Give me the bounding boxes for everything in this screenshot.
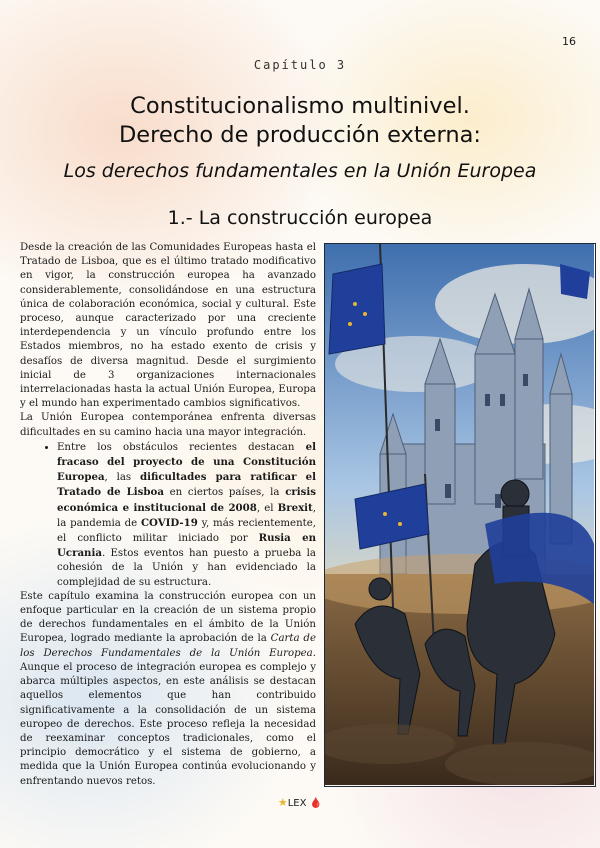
title-line-1: Constitucionalismo multinivel.	[130, 93, 470, 119]
bold-run: Rusia en Ucrania	[57, 532, 316, 560]
bold-run: COVID-19	[140, 516, 198, 529]
title-line-2: Derecho de producción externa:	[118, 122, 482, 148]
text-run: en ciertos países, la	[163, 487, 286, 499]
logo-text: LEX	[287, 798, 307, 809]
page-number: 16	[562, 35, 576, 48]
bold-run: Brexit	[277, 501, 313, 514]
text-run: y, más recientemente, el conflicto militar iniciado por	[57, 517, 316, 545]
section-heading: 1.- La construcción europea	[167, 207, 433, 229]
paragraph-intro: Desde la creación de las Comunidades Europeas hasta el Tratado de Lisboa, que es el último tratado modificativo en vigor, la construcción europea ha avanzado considerablemente, consolidándose en una estructura única de colaboración económica, social y cultural. Este proceso, aunque caracterizado por una creciente interdependencia y un vínculo profundo entre los Estados miembros, no ha estado exento de crisis y desafíos de diversa magnitud. Desde el surgimiento inicial de 3 organizaciones internacionales interrelacionadas hasta la actual Unión Europea, Europa y el mundo han experimentado cambios significativos.	[20, 242, 316, 410]
footer-logo	[0, 796, 600, 809]
chapter-label: Capítulo 3	[253, 58, 347, 72]
bold-run: dificultades para ratificar el Tratado de Lisboa	[57, 471, 316, 499]
text-run: . Aunque el proceso de integración europea es complejo y abarca múltiples aspectos, en este análisis se destacan aquellos elementos que han contribuido significativamente a la consolidación de un sistema europeo de derechos. Este proceso refleja la necesidad de reexaminar conceptos tradicionales, como el principio democrático y el sistema de gobierno, a medida que la Unión Europea continúa evolucionando y enfrentando nuevos retos.	[20, 647, 316, 787]
blood-drop-icon: 🩸	[309, 798, 323, 809]
text-run: Este capítulo examina la construcción europea con un enfoque particular en la creación de un sistema propio de derechos fundamentales en el ámbito de la Unión Europea, logrado mediante la aprobación de la	[20, 590, 316, 645]
text-run: , las	[104, 472, 140, 484]
page-subtitle: Los derechos fundamentales en la Unión Europea	[63, 160, 537, 182]
paragraph-difficulties: La Unión Europea contemporánea enfrenta diversas dificultades en su camino hacia una mayor integración.	[20, 412, 316, 438]
castle-knights-illustration	[324, 243, 596, 787]
text-run: , la pandemia de	[57, 502, 316, 529]
text-run: , el	[256, 502, 278, 514]
text-run: Entre los obstáculos recientes destacan	[57, 441, 306, 453]
paragraph-chapter-scope	[20, 590, 316, 789]
bold-run: crisis económica e institucional de 2008	[57, 486, 316, 514]
bold-run: el fracaso del proyecto de una Constitución Europea	[57, 440, 316, 484]
obstacles-list	[20, 440, 316, 590]
text-run: . Estos eventos han puesto a prueba la cohesión de la Unión y han evidenciado la complejidad de su estructura.	[57, 548, 316, 588]
list-item-obstacles	[57, 440, 316, 590]
star-icon: ★	[277, 796, 288, 809]
italic-run: Carta de los Derechos Fundamentales de la Unión Europea	[20, 633, 316, 659]
body-text	[20, 241, 316, 789]
page-title	[0, 92, 600, 150]
